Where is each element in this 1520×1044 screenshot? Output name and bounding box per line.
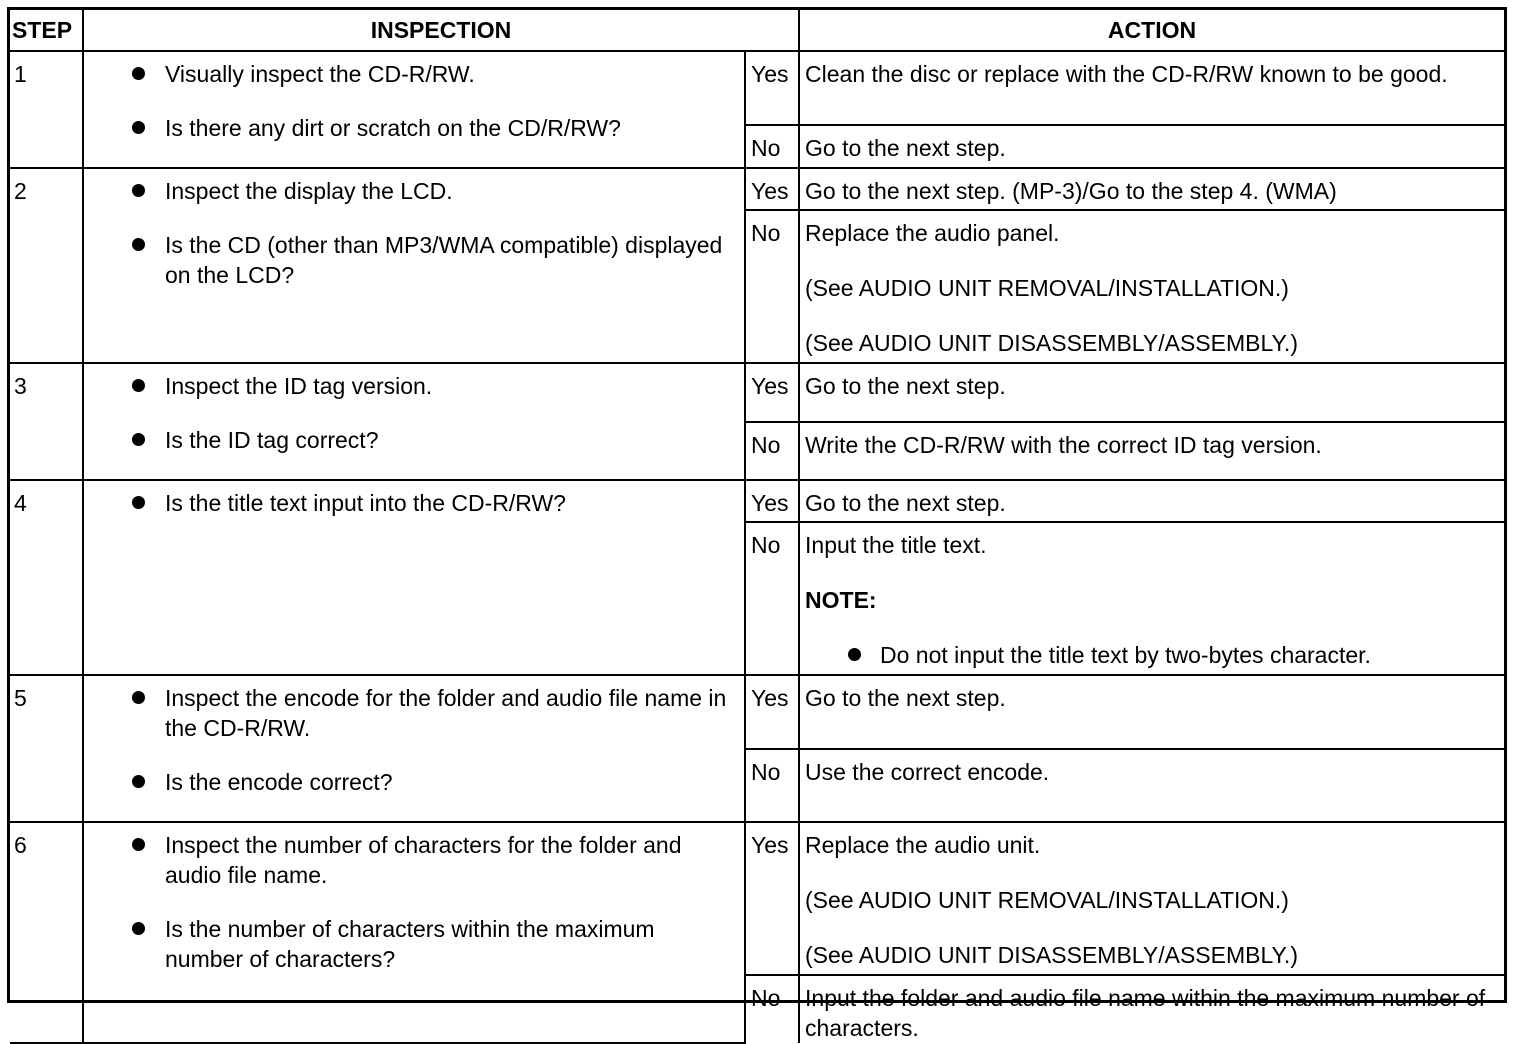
step-2-yes-action	[799, 168, 1504, 210]
step-number: 3	[10, 363, 83, 480]
header-step: STEP	[10, 10, 83, 51]
inspection-item: Is there any dirt or scratch on the CD/R/RW?	[84, 113, 734, 143]
diagnostic-table	[10, 10, 1504, 1044]
step-4-yes-action	[799, 480, 1504, 522]
inspection-item: Inspect the number of characters for the folder and audio file name.	[84, 830, 734, 890]
yes-label: Yes	[745, 168, 799, 210]
step-1-yes-action	[799, 51, 1504, 125]
no-label: No	[745, 975, 799, 1043]
yes-label: Yes	[745, 51, 799, 125]
step-2-no-action	[799, 210, 1504, 363]
step-1-inspection	[83, 51, 745, 168]
action-reference: (See AUDIO UNIT REMOVAL/INSTALLATION.)	[805, 887, 1289, 913]
step-number: 1	[10, 51, 83, 168]
action-text: Go to the next step.	[805, 685, 1006, 711]
step-4-yes-row	[10, 480, 1504, 522]
step-number: 2	[10, 168, 83, 363]
action-text: Input the title text.	[805, 532, 987, 558]
step-3-inspection	[83, 363, 745, 480]
inspection-item: Is the ID tag correct?	[84, 425, 734, 455]
header-inspection: INSPECTION	[83, 10, 799, 51]
action-reference: (See AUDIO UNIT DISASSEMBLY/ASSEMBLY.)	[805, 330, 1298, 356]
step-3-no-action	[799, 422, 1504, 481]
step-2-yes-row	[10, 168, 1504, 210]
action-text: Replace the audio unit.	[805, 832, 1041, 858]
header-action: ACTION	[799, 10, 1504, 51]
action-text: Clean the disc or replace with the CD-R/RW known to be good.	[805, 61, 1448, 87]
action-reference: (See AUDIO UNIT REMOVAL/INSTALLATION.)	[805, 275, 1289, 301]
action-text: Go to the next step.	[805, 134, 1006, 161]
step-5-inspection	[83, 675, 745, 822]
inspection-item: Inspect the encode for the folder and audio file name in the CD-R/RW.	[84, 683, 734, 743]
step-4-inspection	[83, 480, 745, 675]
inspection-item: Is the CD (other than MP3/WMA compatible) displayed on the LCD?	[84, 230, 734, 290]
step-1-yes-row	[10, 51, 1504, 125]
note-label: NOTE:	[805, 587, 877, 613]
troubleshooting-document	[7, 7, 1507, 1041]
step-5-yes-row	[10, 675, 1504, 749]
inspection-item: Is the number of characters within the maximum number of characters?	[84, 914, 734, 974]
step-number: 4	[10, 480, 83, 675]
step-3-yes-row	[10, 363, 1504, 422]
action-reference: (See AUDIO UNIT DISASSEMBLY/ASSEMBLY.)	[805, 942, 1298, 968]
yes-label: Yes	[745, 363, 799, 422]
step-6-yes-action	[799, 822, 1504, 975]
action-text: Use the correct encode.	[805, 758, 1050, 785]
action-text: Go to the next step.	[805, 490, 1006, 516]
header-row	[10, 10, 1504, 51]
step-2-inspection	[83, 168, 745, 363]
step-6-no-action	[799, 975, 1504, 1043]
no-label: No	[745, 422, 799, 481]
inspection-item: Visually inspect the CD-R/RW.	[84, 59, 734, 89]
step-5-yes-action	[799, 675, 1504, 749]
inspection-item: Inspect the display the LCD.	[84, 176, 734, 206]
no-label: No	[745, 210, 799, 363]
step-number: 5	[10, 675, 83, 822]
inspection-item: Is the title text input into the CD-R/RW?	[84, 488, 734, 518]
yes-label: Yes	[745, 675, 799, 749]
action-text: Replace the audio panel.	[805, 220, 1060, 246]
step-5-no-action	[799, 749, 1504, 823]
no-label: No	[745, 749, 799, 823]
yes-label: Yes	[745, 480, 799, 522]
step-4-no-action	[799, 522, 1504, 675]
no-label: No	[745, 522, 799, 675]
note-item: Do not input the title text by two-bytes character.	[805, 640, 1494, 670]
step-6-yes-row	[10, 822, 1504, 975]
yes-label: Yes	[745, 822, 799, 975]
inspection-item: Inspect the ID tag version.	[84, 371, 734, 401]
action-text: Go to the next step. (MP-3)/Go to the step 4. (WMA)	[805, 178, 1337, 204]
action-text: Write the CD-R/RW with the correct ID tag version.	[805, 431, 1322, 458]
action-text: Go to the next step.	[805, 373, 1006, 399]
no-label: No	[745, 125, 799, 168]
inspection-item: Is the encode correct?	[84, 767, 734, 797]
step-3-yes-action	[799, 363, 1504, 422]
step-1-no-action	[799, 125, 1504, 168]
step-number: 6	[10, 822, 83, 1043]
action-text: Input the folder and audio file name within the maximum number of characters.	[805, 985, 1486, 1041]
